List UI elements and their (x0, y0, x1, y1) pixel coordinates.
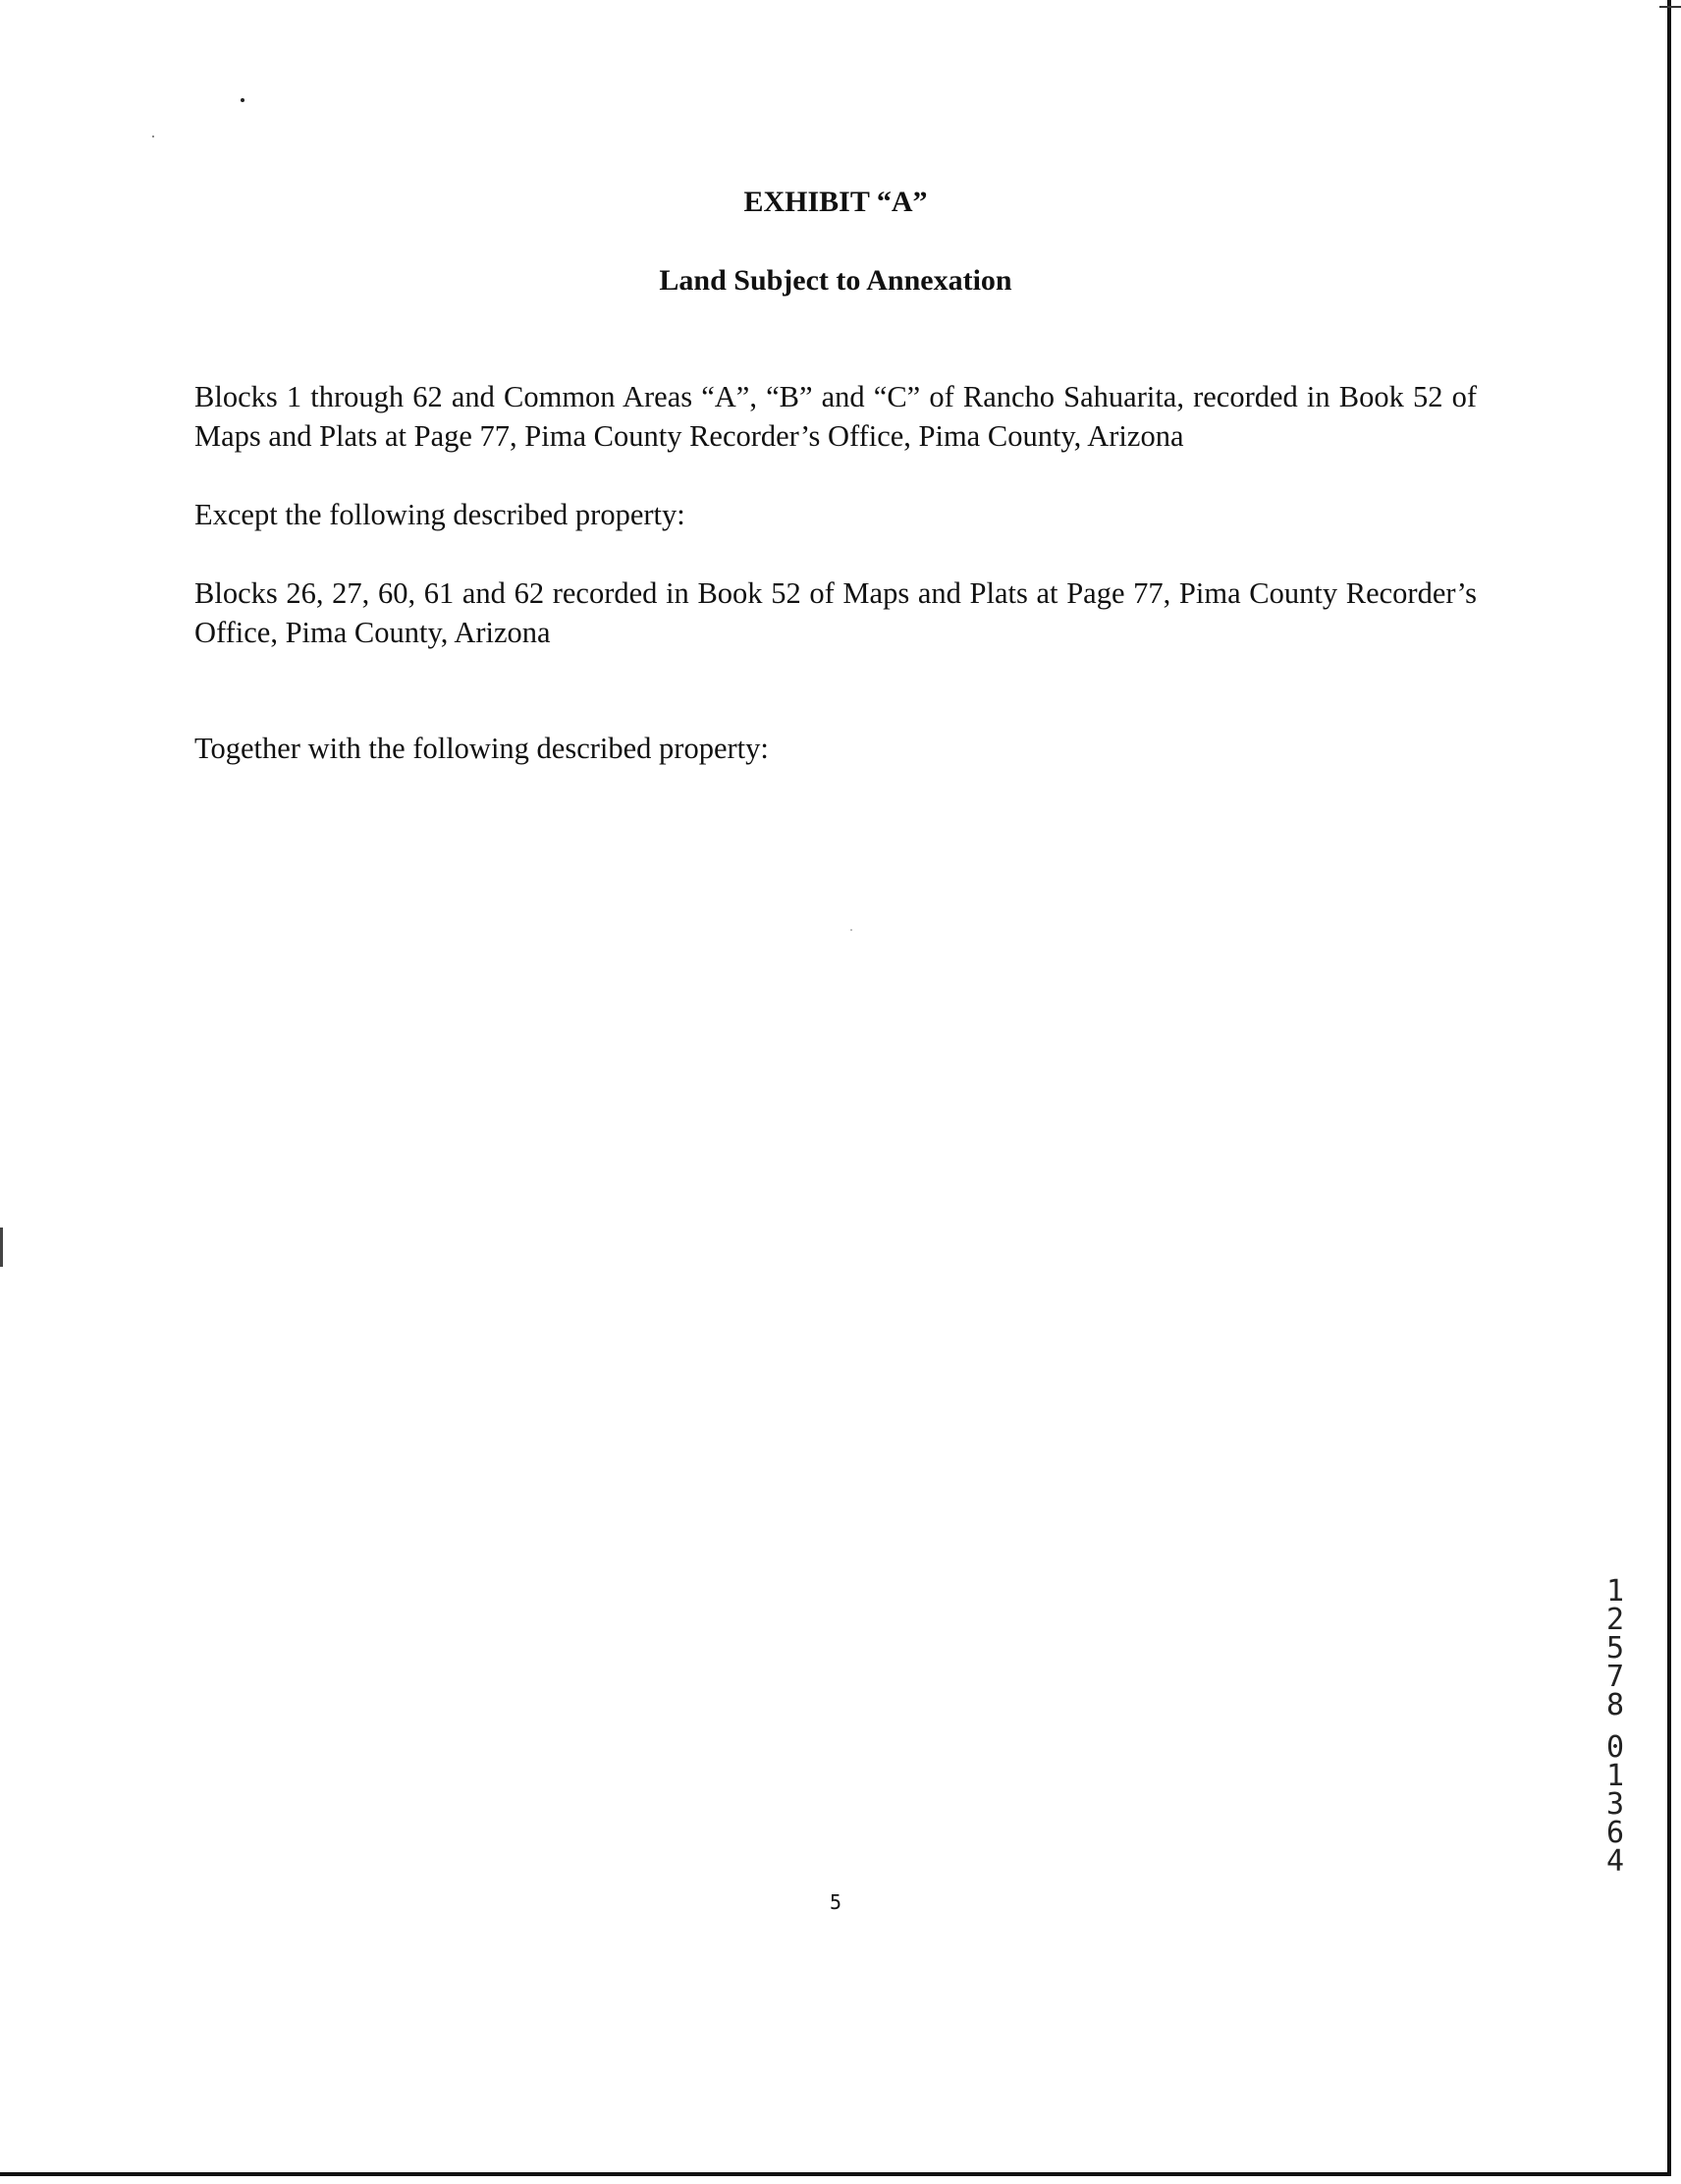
exception-intro-paragraph: Except the following described property: (194, 498, 685, 531)
recorder-stamp (1599, 1574, 1632, 1879)
stamp-docket-number (1599, 1574, 1632, 1722)
page-number: 5 (829, 1890, 842, 1914)
scan-speck (850, 929, 852, 931)
stamp-digit: 2 (1605, 1603, 1625, 1637)
scan-border-right (1667, 0, 1671, 2172)
legal-description-paragraph: Blocks 1 through 62 and Common Areas “A”, “B” and “C” of Rancho Sahuarita, recorded in Book 52 of Maps and Plats at Page 77, Pima County Recorder’s Office, Pima County, Arizona (194, 380, 1477, 453)
stamp-digit: 8 (1605, 1688, 1625, 1722)
stamp-digit: 1 (1605, 1574, 1625, 1609)
exception-description-paragraph: Blocks 26, 27, 60, 61 and 62 recorded in Book 52 of Maps and Plats at Page 77, Pima County Recorder’s Office, Pima County, Arizona (194, 576, 1477, 649)
scan-speck (241, 98, 244, 102)
stamp-page-number (1599, 1730, 1632, 1879)
exhibit-subtitle: Land Subject to Annexation (659, 264, 1012, 297)
stamp-digit: 0 (1605, 1730, 1625, 1765)
scan-left-mark (0, 1228, 3, 1267)
stamp-digit: 4 (1605, 1844, 1625, 1879)
exhibit-title: EXHIBIT “A” (743, 186, 928, 218)
scan-border-bottom (0, 2172, 1671, 2176)
scan-border-top-mark (1659, 6, 1681, 8)
together-with-paragraph: Together with the following described property: (194, 732, 769, 765)
stamp-digit: 7 (1605, 1660, 1625, 1694)
stamp-digit: 1 (1605, 1759, 1625, 1793)
scan-speck (152, 136, 154, 137)
stamp-digit: 6 (1605, 1816, 1625, 1850)
stamp-digit: 3 (1605, 1787, 1625, 1822)
stamp-digit: 5 (1605, 1631, 1625, 1665)
